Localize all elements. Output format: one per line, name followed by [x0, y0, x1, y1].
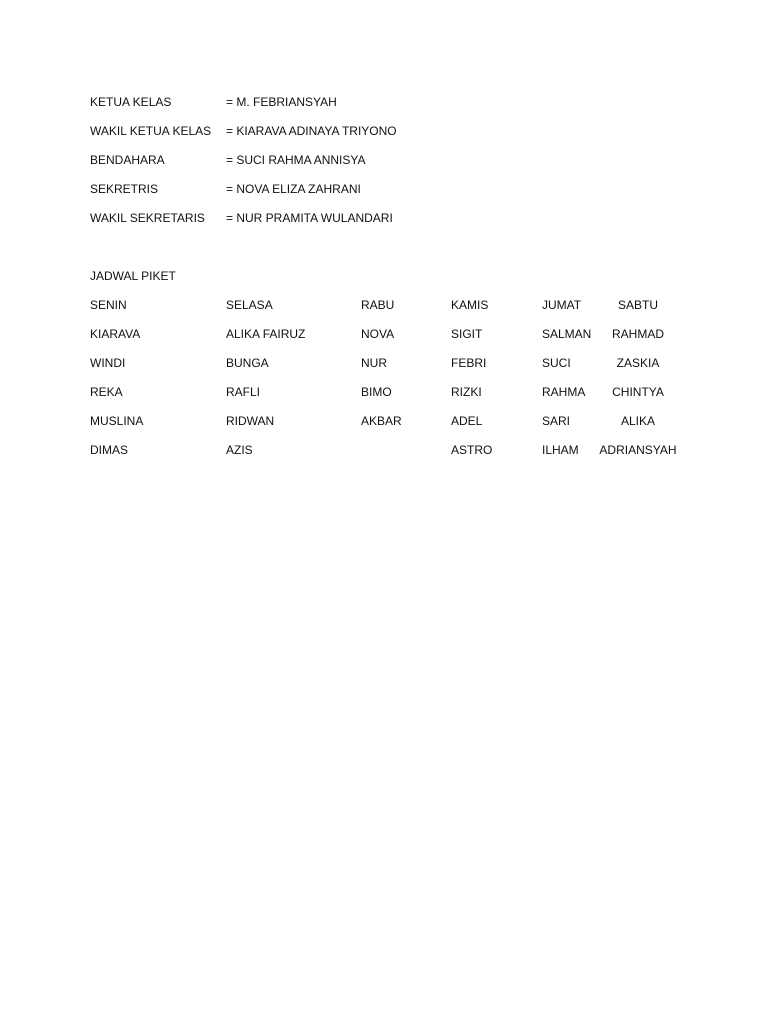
table-cell: ADRIANSYAH: [599, 443, 677, 457]
table-cell: ADEL: [451, 414, 483, 428]
table-cell: RAFLI: [226, 385, 261, 399]
table-cell: BUNGA: [226, 356, 269, 370]
officer-role: SEKRETRIS: [90, 182, 159, 196]
table-cell: DIMAS: [90, 443, 129, 457]
table-cell: RIZKI: [451, 385, 482, 399]
table-cell: SARI: [542, 414, 571, 428]
day-header: SABTU: [617, 298, 658, 312]
table-cell: ZASKIA: [616, 356, 660, 370]
table-cell: AZIS: [226, 443, 253, 457]
officer-role: WAKIL SEKRETARIS: [90, 211, 205, 225]
officer-role: WAKIL KETUA KELAS: [90, 124, 212, 138]
table-row: [90, 326, 690, 355]
table-row: [90, 413, 690, 442]
table-cell: RAHMA: [542, 385, 586, 399]
table-cell: SALMAN: [542, 327, 592, 341]
table-cell: SUCI: [542, 356, 571, 370]
table-cell: ASTRO: [451, 443, 493, 457]
officer-name: = M. FEBRIANSYAH: [226, 95, 337, 109]
table-cell: WINDI: [90, 356, 126, 370]
table-cell: BIMO: [361, 385, 392, 399]
table-cell: KIARAVA: [90, 327, 141, 341]
table-cell: FEBRI: [451, 356, 487, 370]
table-row: [90, 355, 690, 384]
table-cell: NOVA: [361, 327, 395, 341]
table-cell: NUR: [361, 356, 387, 370]
day-header: KAMIS: [451, 298, 489, 312]
piket-schedule-table: [90, 297, 690, 471]
officer-role: KETUA KELAS: [90, 95, 172, 109]
day-header: RABU: [361, 298, 395, 312]
table-cell: RIDWAN: [226, 414, 275, 428]
table-cell: SIGIT: [451, 327, 483, 341]
table-cell: REKA: [90, 385, 123, 399]
officer-role: BENDAHARA: [90, 153, 165, 167]
table-cell: ILHAM: [542, 443, 579, 457]
day-header: SENIN: [90, 298, 127, 312]
table-cell: CHINTYA: [612, 385, 664, 399]
table-cell: MUSLINA: [90, 414, 144, 428]
table-cell: ALIKA FAIRUZ: [226, 327, 306, 341]
table-cell: ALIKA: [620, 414, 656, 428]
table-row: [90, 442, 690, 471]
officer-name: = NUR PRAMITA WULANDARI: [226, 211, 393, 225]
table-row: [90, 384, 690, 413]
officer-name: = KIARAVA ADINAYA TRIYONO: [226, 124, 397, 138]
piket-header-row: [90, 297, 690, 326]
officer-name: = SUCI RAHMA ANNISYA: [226, 153, 366, 167]
day-header: JUMAT: [542, 298, 582, 312]
officer-name: = NOVA ELIZA ZAHRANI: [226, 182, 361, 196]
table-cell: AKBAR: [361, 414, 402, 428]
piket-title: JADWAL PIKET: [90, 269, 176, 283]
table-cell: RAHMAD: [611, 327, 664, 341]
day-header: SELASA: [226, 298, 273, 312]
